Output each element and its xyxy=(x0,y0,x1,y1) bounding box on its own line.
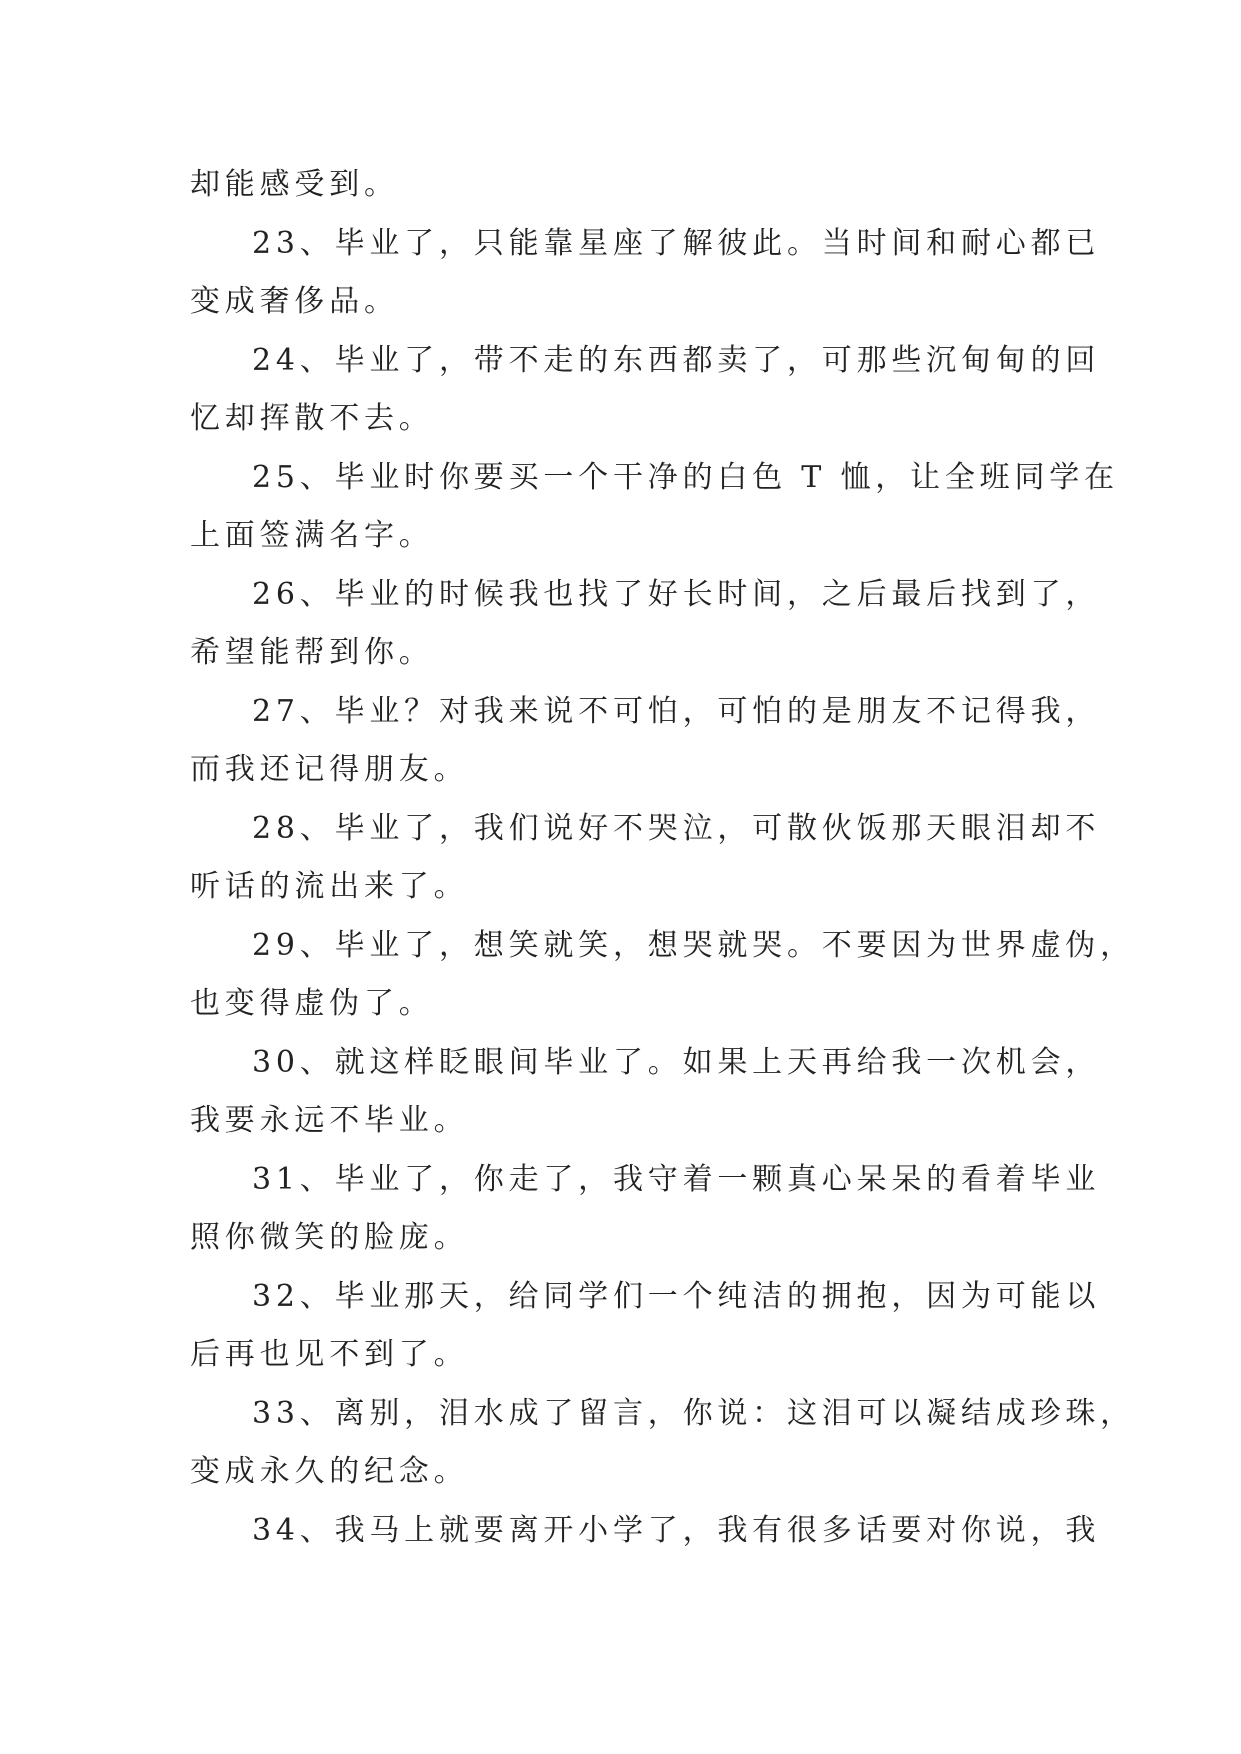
text-line: 32、毕业那天，给同学们一个纯洁的拥抱，因为可能以 xyxy=(252,1278,1101,1314)
text-line: 31、毕业了，你走了，我守着一颗真心呆呆的看着毕业 xyxy=(252,1161,1101,1197)
text-line: 却能感受到。 xyxy=(190,167,399,202)
text-line: 照你微笑的脸庞。 xyxy=(190,1220,469,1255)
text-line: 26、毕业的时候我也找了好长时间，之后最后找到了， xyxy=(252,576,1101,612)
text-line: 30、就这样眨眼间毕业了。如果上天再给我一次机会， xyxy=(252,1044,1101,1080)
text-line: 后再也见不到了。 xyxy=(190,1337,469,1372)
text-line: 33、离别，泪水成了留言，你说：这泪可以凝结成珍珠， xyxy=(252,1395,1135,1431)
text-line: 而我还记得朋友。 xyxy=(190,752,469,787)
text-line: 我要永远不毕业。 xyxy=(190,1103,469,1138)
document-body xyxy=(190,156,1135,1560)
text-line: 上面签满名字。 xyxy=(190,518,434,553)
text-line: 25、毕业时你要买一个干净的白色 T 恤，让全班同学在 xyxy=(252,459,1119,495)
text-line: 忆却挥散不去。 xyxy=(190,401,434,436)
text-line: 也变得虚伪了。 xyxy=(190,986,434,1021)
text-line: 听话的流出来了。 xyxy=(190,869,469,904)
text-line: 28、毕业了，我们说好不哭泣，可散伙饭那天眼泪却不 xyxy=(252,810,1101,846)
text-line: 27、毕业？对我来说不可怕，可怕的是朋友不记得我， xyxy=(252,693,1101,729)
text-line: 34、我马上就要离开小学了，我有很多话要对你说，我 xyxy=(252,1512,1101,1548)
text-line: 23、毕业了，只能靠星座了解彼此。当时间和耐心都已 xyxy=(252,225,1101,261)
text-line: 29、毕业了，想笑就笑，想哭就哭。不要因为世界虚伪， xyxy=(252,927,1135,963)
text-line: 24、毕业了，带不走的东西都卖了，可那些沉甸甸的回 xyxy=(252,342,1101,378)
text-line: 变成奢侈品。 xyxy=(190,284,399,319)
text-line: 变成永久的纪念。 xyxy=(190,1454,469,1489)
text-line: 希望能帮到你。 xyxy=(190,635,434,670)
